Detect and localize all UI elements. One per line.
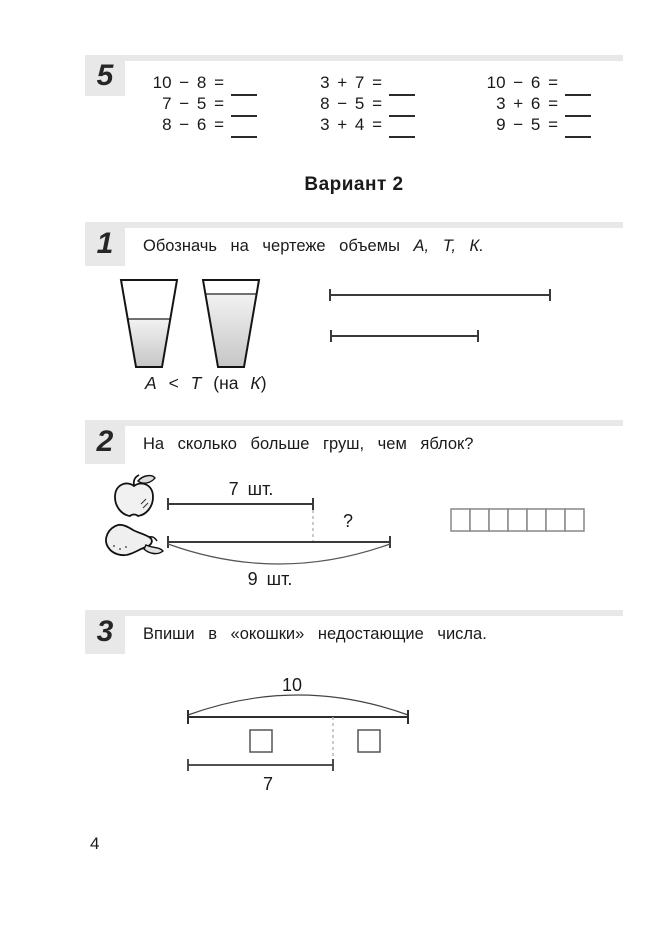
task-3-bar: [85, 610, 623, 616]
answer-box[interactable]: [358, 730, 380, 752]
strip-cell[interactable]: [489, 509, 508, 531]
pears-count-label: 9 шт.: [247, 569, 293, 589]
equation: 7 − 5 =: [162, 94, 224, 113]
task-5-number: 5: [85, 55, 125, 96]
comparison-diagram: [98, 471, 598, 596]
task-3-instruction: [143, 625, 487, 644]
instruction-text: На сколько больше груш, чем яблок?: [143, 435, 474, 453]
part-whole-diagram: [168, 666, 428, 801]
cups-drawing: [117, 277, 267, 372]
pears-brace-arc: [168, 544, 390, 564]
strip-cell[interactable]: [527, 509, 546, 531]
na-text: (на: [213, 373, 239, 393]
instruction-text: Впиши в «окошки» недостающие числа.: [143, 625, 487, 643]
instruction-text: Обозначь на чертеже объемы: [143, 237, 400, 255]
apples-count-label: 7 шт.: [228, 479, 274, 499]
equation: 8 − 6 =: [162, 115, 224, 134]
instruction-variables: А, Т, К.: [413, 237, 484, 255]
whole-brace-arc: [188, 695, 408, 715]
task-3-number: 3: [85, 610, 125, 654]
task-2-bar: [85, 420, 623, 426]
task-5-bar: [85, 55, 623, 61]
strip-cell[interactable]: [565, 509, 584, 531]
var-k: К: [250, 373, 261, 393]
apples-segment: [168, 498, 313, 510]
equation-column-1: [144, 72, 257, 135]
answer-blank[interactable]: [389, 124, 415, 138]
var-t: Т: [190, 373, 202, 393]
equation-column-3: [478, 72, 591, 135]
cup-a-icon: [121, 280, 177, 367]
task-1-instruction: [143, 237, 484, 256]
equation-column-2: [302, 72, 415, 135]
answer-box[interactable]: [250, 730, 272, 752]
question-mark-label: ?: [342, 511, 354, 531]
strip-cell[interactable]: [546, 509, 565, 531]
task-2-number: 2: [85, 420, 125, 464]
pears-segment: [168, 536, 390, 548]
equation: 3 + 7 =: [320, 73, 382, 92]
equation: 9 − 5 =: [496, 115, 558, 134]
strip-cell[interactable]: [470, 509, 489, 531]
equation: 3 + 4 =: [320, 115, 382, 134]
answer-blank[interactable]: [231, 124, 257, 138]
task-1-bar: [85, 222, 623, 228]
segment-short: [331, 330, 478, 342]
page-number: 4: [90, 834, 100, 853]
less-than-sign: <: [168, 373, 179, 393]
segment-long: [330, 289, 550, 301]
whole-segment: [188, 710, 408, 724]
task-1-number: 1: [85, 222, 125, 266]
task-2: [85, 420, 623, 600]
answer-strip: [451, 509, 584, 531]
strip-cell[interactable]: [451, 509, 470, 531]
cup-t-icon: [203, 280, 259, 367]
task-2-instruction: [143, 435, 473, 454]
var-a: А: [145, 373, 157, 393]
comparison-statement: [145, 373, 267, 394]
equation: 10 − 8 =: [152, 73, 224, 92]
equation: 10 − 6 =: [486, 73, 558, 92]
part-segment: [188, 759, 333, 771]
pear-icon: [106, 525, 163, 555]
task-1: [85, 222, 623, 402]
variant-heading: Вариант 2: [304, 174, 404, 195]
equation: 3 + 6 =: [496, 94, 558, 113]
strip-cell[interactable]: [508, 509, 527, 531]
segments-drawing: [328, 286, 558, 344]
apple-icon: [115, 475, 155, 516]
equation: 8 − 5 =: [320, 94, 382, 113]
task-3: [85, 610, 623, 810]
answer-blank[interactable]: [565, 124, 591, 138]
task-5: [85, 55, 623, 150]
whole-label: 10: [281, 675, 303, 695]
paren-close: ): [260, 373, 267, 393]
part-label: 7: [262, 774, 274, 794]
